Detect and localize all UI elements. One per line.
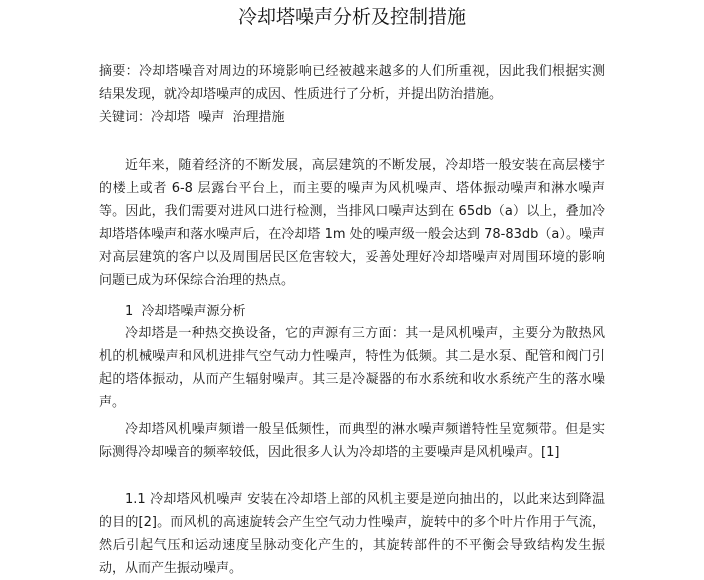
paragraph-sources: 冷却塔是一种热交换设备，它的声源有三方面：其一是风机噪声，主要分为散热风机的机械噪声和风机进排气空气动力性噪声，特性为低频。其二是水泵、配管和阀门引起的塔体振动，从而产生辐射噪声。其三是冷凝器的布水系统和收水系统产生的落水噪声。 <box>99 326 605 410</box>
keywords-text: 冷却塔 噪声 治理措施 <box>151 110 285 125</box>
section-heading: 1 冷却塔噪声源分析 <box>125 304 246 319</box>
abstract-label: 摘要： <box>99 64 139 79</box>
paragraph-fan-noise: 1.1 冷却塔风机噪声 安装在冷却塔上部的风机主要是逆向抽出的，以此来达到降温的目的[2]。而风机的高速旋转会产生空气动力性噪声，旋转中的多个叶片作用于气流，然后引起气压和运动速度呈脉动变化产生的，其旋转部件的不平衡会导致结构发生振动，从而产生振动噪声。 <box>99 492 605 576</box>
keywords-label: 关键词： <box>99 110 152 125</box>
abstract <box>99 60 605 106</box>
paragraph-spectrum: 冷却塔风机噪声频谱一般呈低频性，而典型的淋水噪声频谱特性呈宽频带。但是实际测得冷却噪音的频率较低，因此很多人认为冷却塔的主要噪声是风机噪声。[1] <box>99 422 605 460</box>
document-title: 冷却塔噪声分析及控制措施 <box>237 6 466 28</box>
keywords <box>99 106 605 129</box>
abstract-text: 冷却塔噪音对周边的环境影响已经被越来越多的人们所重视，因此我们根据实测结果发现，就冷却塔噪声的成因、性质进行了分析，并提出防治措施。 <box>99 64 605 102</box>
paragraph-intro: 近年来，随着经济的不断发展，高层建筑的不断发展，冷却塔一般安装在高层楼宇的楼上或者 6-8 层露台平台上，而主要的噪声为风机噪声、塔体振动噪声和淋水噪声等。因此，我们需要对进风口进行检测，当排风口噪声达到在 65db（a）以上，叠加冷却塔塔体噪声和落水噪声后，在冷却塔 1m 处的噪声级一般会达到 78-83db（a）。噪声对高层建筑的客户以及周围居民区危害较大，妥善处理好冷却塔噪声对周围环境的影响问题已成为环保综合治理的热点。 <box>99 158 605 288</box>
